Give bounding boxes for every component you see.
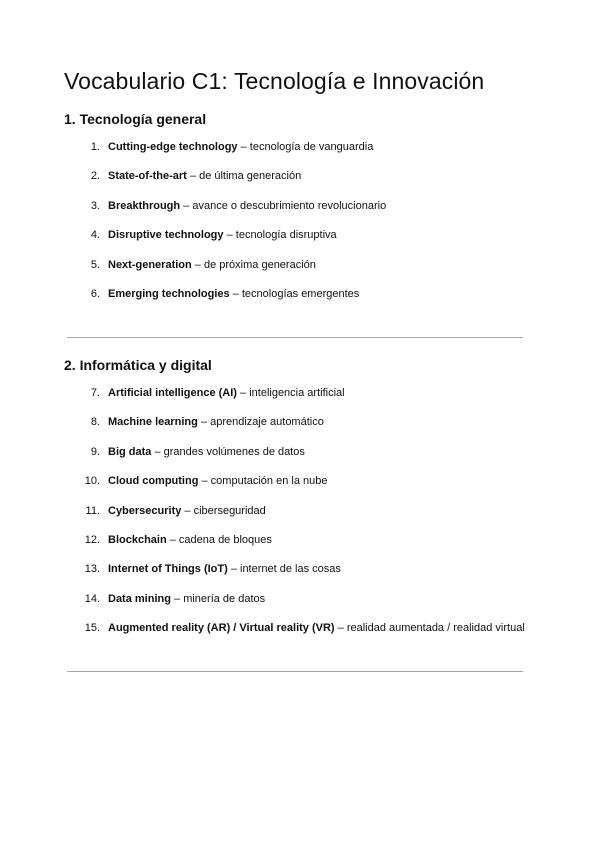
vocab-translation: avance o descubrimiento revolucionario bbox=[192, 199, 387, 212]
list-item bbox=[64, 561, 525, 590]
separator-dash: – bbox=[166, 533, 179, 546]
item-number: 3. bbox=[90, 199, 100, 212]
vocab-term: Augmented reality (AR) / Virtual reality (VR) bbox=[108, 622, 335, 635]
vocab-translation: grandes volúmenes de datos bbox=[163, 445, 305, 458]
list-item bbox=[64, 444, 525, 473]
item-body bbox=[108, 385, 345, 401]
vocab-term: Artificial intelligence (AI) bbox=[108, 387, 237, 399]
vocab-translation: ciberseguridad bbox=[193, 504, 266, 517]
vocab-term: Emerging technologies bbox=[108, 287, 230, 300]
item-number: 1. bbox=[90, 141, 100, 153]
separator-dash: – bbox=[229, 287, 242, 300]
item-number: 12. bbox=[84, 533, 100, 546]
separator-dash: – bbox=[191, 258, 204, 271]
list-item bbox=[64, 414, 525, 443]
item-number: 11. bbox=[85, 504, 100, 517]
vocab-term: Big data bbox=[108, 445, 152, 458]
item-body bbox=[108, 503, 266, 519]
vocab-term: Machine learning bbox=[108, 416, 198, 429]
list-item bbox=[64, 503, 525, 532]
item-body bbox=[108, 168, 301, 184]
vocab-term: Breakthrough bbox=[108, 199, 181, 212]
section-heading-informatica-digital: 2. Informática y digital bbox=[64, 357, 212, 373]
item-body bbox=[108, 257, 316, 273]
vocab-term: Disruptive technology bbox=[108, 229, 224, 242]
section-heading-tecnologia-general: 1. Tecnología general bbox=[64, 111, 207, 127]
vocab-translation: minería de datos bbox=[183, 592, 266, 605]
item-number: 4. bbox=[90, 229, 100, 242]
page-title: Vocabulario C1: Tecnología e Innovación bbox=[64, 68, 485, 94]
section-divider bbox=[67, 337, 523, 338]
vocab-term: Cutting-edge technology bbox=[108, 141, 238, 153]
vocab-translation: inteligencia artificial bbox=[249, 387, 345, 399]
item-number: 2. bbox=[90, 170, 100, 183]
item-number: 5. bbox=[90, 258, 100, 271]
separator-dash: – bbox=[180, 199, 193, 212]
list-item bbox=[64, 473, 525, 502]
item-body bbox=[108, 620, 525, 636]
separator-dash: – bbox=[223, 229, 236, 242]
item-number: 7. bbox=[90, 387, 100, 399]
vocab-translation: de última generación bbox=[199, 170, 302, 183]
vocab-list-tecnologia-general bbox=[64, 139, 386, 315]
separator-dash: – bbox=[186, 170, 200, 183]
list-item bbox=[64, 286, 386, 315]
vocab-term: State-of-the-art bbox=[108, 170, 187, 183]
item-body bbox=[108, 414, 324, 430]
item-body bbox=[108, 227, 337, 243]
vocab-term: Next-generation bbox=[108, 258, 192, 271]
list-item bbox=[64, 591, 525, 620]
item-body bbox=[108, 444, 305, 460]
vocab-translation: de próxima generación bbox=[203, 258, 316, 271]
item-number: 9. bbox=[90, 445, 100, 458]
item-number: 6. bbox=[90, 287, 100, 300]
separator-dash: – bbox=[237, 141, 250, 153]
vocab-translation: cadena de bloques bbox=[178, 533, 272, 546]
separator-dash: – bbox=[334, 622, 347, 635]
list-item bbox=[64, 532, 525, 561]
item-body bbox=[108, 139, 373, 155]
separator-dash: – bbox=[227, 563, 240, 576]
vocab-term: Data mining bbox=[108, 592, 171, 605]
vocab-translation: computación en la nube bbox=[210, 475, 328, 488]
vocab-translation: tecnología disruptiva bbox=[235, 229, 337, 242]
item-number: 13. bbox=[84, 563, 100, 576]
item-number: 10. bbox=[84, 475, 100, 488]
separator-dash: – bbox=[181, 504, 194, 517]
section-divider bbox=[67, 671, 523, 672]
vocab-term: Cybersecurity bbox=[108, 504, 182, 517]
item-body bbox=[108, 561, 341, 577]
vocab-translation: tecnología de vanguardia bbox=[249, 141, 374, 153]
vocab-term: Blockchain bbox=[108, 533, 167, 546]
vocab-translation: tecnologías emergentes bbox=[241, 287, 360, 300]
item-body bbox=[108, 198, 386, 214]
list-item bbox=[64, 198, 386, 227]
list-item bbox=[64, 620, 525, 649]
item-body bbox=[108, 286, 359, 302]
vocab-translation: realidad aumentada / realidad virtual bbox=[346, 622, 525, 635]
vocab-translation: internet de las cosas bbox=[240, 563, 341, 576]
separator-dash: – bbox=[151, 445, 164, 458]
list-item bbox=[64, 227, 386, 256]
item-body bbox=[108, 532, 272, 548]
item-body bbox=[108, 473, 327, 489]
item-body bbox=[108, 591, 265, 607]
list-item bbox=[64, 385, 525, 414]
vocab-term: Cloud computing bbox=[108, 475, 199, 488]
separator-dash: – bbox=[236, 387, 250, 399]
vocab-translation: aprendizaje automático bbox=[210, 416, 324, 429]
list-item bbox=[64, 168, 386, 197]
item-number: 15. bbox=[84, 622, 100, 635]
separator-dash: – bbox=[198, 475, 211, 488]
vocab-list-informatica-digital bbox=[64, 385, 525, 650]
list-item bbox=[64, 257, 386, 286]
separator-dash: – bbox=[170, 592, 184, 605]
vocab-term: Internet of Things (IoT) bbox=[108, 563, 228, 576]
item-number: 14. bbox=[84, 592, 100, 605]
list-item bbox=[64, 139, 386, 168]
separator-dash: – bbox=[197, 416, 211, 429]
item-number: 8. bbox=[90, 416, 100, 429]
